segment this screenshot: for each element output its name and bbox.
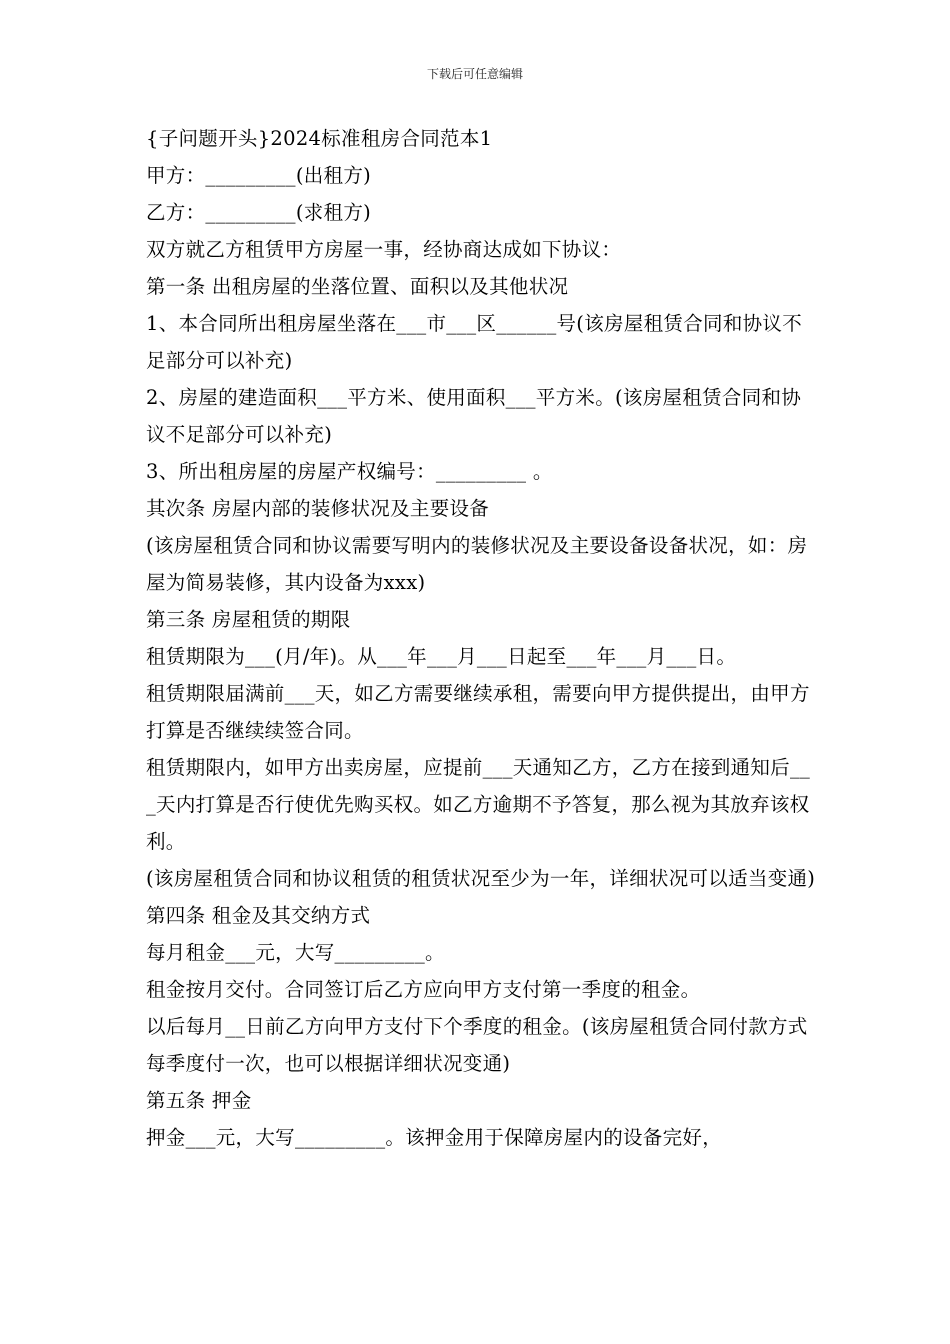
party-b-line: 乙方：_________(求租方) bbox=[146, 201, 372, 224]
article-1-heading: 第一条 出租房屋的坐落位置、面积以及其他状况 bbox=[146, 275, 569, 298]
article-3-heading: 第三条 房屋租赁的期限 bbox=[146, 608, 351, 631]
pre-emption-paragraph: 租赁期限内，如甲方出卖房屋，应提前___天通知乙方，乙方在接到通知后___天内打算是否行使优先购买权。如乙方逾期不予答复，那么视为其放弃该权利。 bbox=[146, 756, 811, 853]
party-a-line: 甲方：_________(出租方) bbox=[146, 164, 372, 187]
page-header-note: 下载后可任意编辑 bbox=[426, 67, 523, 81]
article-1-item-1: 1、本合同所出租房屋坐落在___市___区______号(该房屋租赁合同和协议不足部分可以补充) bbox=[146, 312, 803, 372]
document-title: {子问题开头}2024标准租房合同范本1 bbox=[146, 127, 493, 150]
article-2-heading: 其次条 房屋内部的装修状况及主要设备 bbox=[146, 497, 490, 520]
article-5-heading: 第五条 押金 bbox=[146, 1089, 252, 1112]
monthly-rent-paragraph: 每月租金___元，大写_________。 bbox=[146, 941, 445, 964]
article-1-item-3: 3、所出租房屋的房屋产权编号：_________ 。 bbox=[146, 460, 553, 483]
article-2-note: (该房屋租赁合同和协议需要写明内的装修状况及主要设备设备状况，如：房屋为简易装修，其内设备为xxx) bbox=[146, 534, 808, 594]
article-1-item-2: 2、房屋的建造面积___平方米、使用面积___平方米。(该房屋租赁合同和协议不足部分可以补充) bbox=[146, 386, 802, 446]
quarterly-payment-paragraph: 以后每月__日前乙方向甲方支付下个季度的租金。(该房屋租赁合同付款方式每季度付一次，也可以根据详细状况变通) bbox=[146, 1015, 808, 1075]
rent-payment-paragraph: 租金按月交付。合同签订后乙方应向甲方支付第一季度的租金。 bbox=[146, 978, 701, 1001]
article-3-note: (该房屋租赁合同和协议租赁的租赁状况至少为一年，详细状况可以适当变通) bbox=[146, 867, 816, 890]
lease-term-paragraph: 租赁期限为___(月/年)。从___年___月___日起至___年___月___日。 bbox=[146, 645, 737, 668]
article-4-heading: 第四条 租金及其交纳方式 bbox=[146, 904, 371, 927]
lease-renewal-paragraph: 租赁期限届满前___天，如乙方需要继续承租，需要向甲方提供提出，由甲方打算是否继续续签合同。 bbox=[146, 682, 810, 742]
agreement-intro: 双方就乙方租赁甲方房屋一事，经协商达成如下协议： bbox=[146, 238, 622, 261]
deposit-paragraph: 押金___元，大写_________。该押金用于保障房屋内的设备完好， bbox=[146, 1126, 722, 1149]
contract-body bbox=[146, 120, 816, 1156]
